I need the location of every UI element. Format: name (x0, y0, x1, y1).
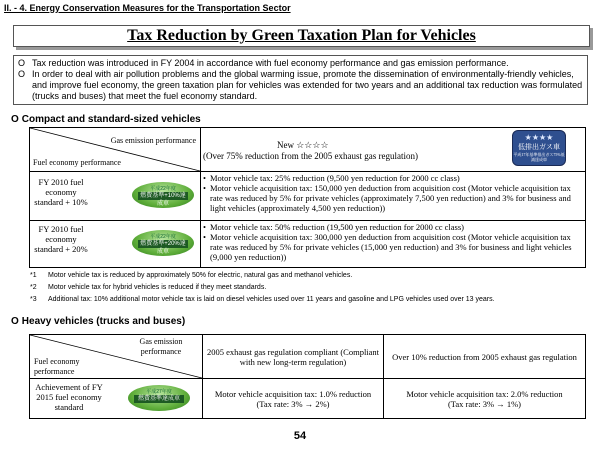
row-label: FY 2010 fuel economy standard + 10% (34, 177, 88, 207)
badge-band-text: 燃費基準+20%達成車 (138, 240, 188, 248)
bullet: O (18, 58, 26, 68)
footnote-num: *2 (30, 284, 37, 291)
heavy-vehicle-table (29, 334, 586, 419)
low-emission-badge-icon (512, 130, 566, 166)
fuel-economy-badge-icon (132, 182, 194, 208)
badge-band-text: 燃費基準達成車 (134, 395, 184, 403)
section1-title-text: Compact and standard-sized vehicles (21, 114, 201, 125)
badge-small-text: 平成17年基準排出ガス75%低減達成車 (513, 152, 565, 162)
footnote-num: *1 (30, 272, 37, 279)
row-label-cell (30, 379, 203, 419)
benefit-cell (201, 172, 586, 221)
header-fuel-economy: Fuel economy performance (33, 158, 121, 167)
intro-box (13, 55, 588, 105)
footnote-num: *3 (30, 296, 37, 303)
tax-rate: (Tax rate: 3% → 2%) (256, 398, 330, 409)
badge-top-text: 平成22年度 (150, 234, 176, 240)
intro-text: Tax reduction was introduced in FY 2004 in accordance with fuel economy performance and gas emission performance. (32, 58, 509, 68)
intro-item (18, 69, 583, 102)
footnote-text: Additional tax: 10% additional motor vehicle tax is laid on diesel vehicles used over 11 years and gasoline and LPG vehicles used over 13 years. (48, 296, 495, 303)
section-header: II. - 4. Energy Conservation Measures for the Transportation Sector (4, 3, 291, 13)
badge-band-text: 燃費基準+10%達成車 (138, 192, 188, 200)
badge-top-text: 平成27年度 (146, 389, 172, 395)
benefit-text: Motor vehicle tax: 50% reduction (19,500 yen reduction for 2000 cc class) (210, 222, 464, 232)
benefit-text: Motor vehicle acquisition tax: 300,000 yen deduction from acquisition cost (Motor vehicle acquisition tax rate was reduced by 5% for private vehicles (15,000 yen reduction) and 3% for business and light vehicles (9,000 yen reduction)) (210, 232, 572, 262)
benefit-item: • Motor vehicle acquisition tax: 150,000 yen deduction from acquisition cost (Motor vehicle acquisition tax rate was reduced by 5% for private vehicles (approximately 7,500 yen reduction) and 3% for business and light vehicles (approximately 4,500 yen reduction)) (203, 183, 583, 213)
page-title: Tax Reduction by Green Taxation Plan for Vehicles (127, 27, 476, 44)
tax-text: Motor vehicle acquisition tax: 2.0% reduction (406, 388, 563, 399)
badge-top-text: 平成22年度 (150, 186, 176, 192)
benefit-text: Motor vehicle acquisition tax: 150,000 yen deduction from acquisition cost (Motor vehicle acquisition tax rate was reduced by 5% for private vehicles (approximately 7,500 yen reduction) and 3% for business and light vehicles (approximately 4,500 yen reduction)) (210, 183, 571, 213)
tax-cell (203, 379, 384, 419)
table-corner-header (30, 128, 201, 172)
row-label-cell (30, 221, 201, 268)
new-label: New ☆☆☆☆ (277, 140, 329, 150)
table-corner-header (30, 335, 203, 379)
row-label: Achievement of FY 2015 fuel economy standard (35, 382, 103, 412)
benefit-item: • Motor vehicle tax: 25% reduction (9,500 yen reduction for 2000 cc class) (203, 173, 460, 183)
bullet: O (18, 69, 26, 79)
benefit-text: Motor vehicle tax: 25% reduction (9,500 yen reduction for 2000 cc class) (210, 173, 460, 183)
benefit-item: • Motor vehicle acquisition tax: 300,000 yen deduction from acquisition cost (Motor vehicle acquisition tax rate was reduced by 5% for private vehicles (15,000 yen reduction) and 3% for business and light vehicles (9,000 yen reduction)) (203, 232, 583, 262)
header-gas-emission: Gas emission performance (110, 136, 196, 145)
benefit-item: • Motor vehicle tax: 50% reduction (19,500 yen reduction for 2000 cc class) (203, 222, 464, 232)
header-fuel-economy: Fuel economy performance (34, 357, 80, 376)
row-label: FY 2010 fuel economy standard + 20% (34, 224, 88, 254)
column-header: 2005 exhaust gas regulation compliant (Compliant with new long-term regulation) (203, 335, 384, 379)
tax-rate: (Tax rate: 3% → 1%) (447, 398, 522, 409)
footnote (30, 272, 352, 279)
intro-item (18, 58, 583, 69)
tax-cell (384, 379, 586, 419)
column-header: Over 10% reduction from 2005 exhaust gas regulation (384, 335, 586, 379)
new-sub: (Over 75% reduction from the 2005 exhaust gas regulation) (203, 151, 418, 161)
intro-text: In order to deal with air pollution problems and the global warming issue, promote the dissemination of environmentally-friendly vehicles, and improve fuel economy, the green taxation plan for vehicles was extended for two years and an additional tax reduction was formulated (trucks and buses) that meet the fuel economy standard. (32, 69, 583, 101)
section2-title-text: Heavy vehicles (trucks and buses) (21, 316, 186, 327)
header-gas-emission: Gas emission performance (139, 337, 183, 356)
tax-text: Motor vehicle acquisition tax: 1.0% reduction (214, 388, 372, 399)
fuel-economy-badge-icon (128, 385, 190, 411)
benefit-cell (201, 221, 586, 268)
section1-title (11, 114, 201, 125)
badge-stars: ★★★★ (524, 133, 554, 142)
bullet: O (11, 316, 19, 327)
bullet: O (11, 114, 19, 125)
footnote (30, 296, 495, 303)
footnote (30, 284, 266, 291)
footnote-text: Motor vehicle tax is reduced by approximately 50% for electric, natural gas and methanol vehicles. (48, 272, 353, 279)
footnote-text: Motor vehicle tax for hybrid vehicles is reduced if they meet standards. (48, 284, 267, 291)
row-label-cell (30, 172, 201, 221)
section2-title (11, 316, 185, 327)
compact-vehicle-table (29, 127, 586, 268)
fuel-economy-badge-icon (132, 230, 194, 256)
badge-text: 低排出ガス車 (518, 144, 560, 151)
page-number: 54 (293, 430, 307, 442)
title-box (13, 25, 590, 47)
